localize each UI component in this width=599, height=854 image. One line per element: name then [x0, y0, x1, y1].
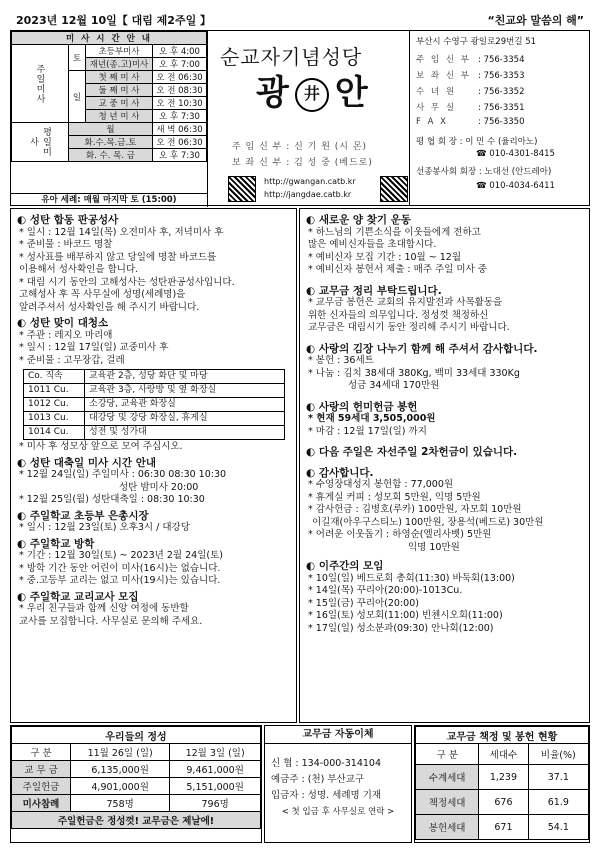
qr-code-icon[interactable]	[228, 176, 256, 202]
section-title: ◐ 성탄 맞이 대청소	[17, 317, 109, 329]
table-row: 구 분 11월 26일 (일) 12월 3일 (일)	[12, 744, 261, 761]
section-title: ◐ 주일학교 교리교사 모집	[17, 590, 139, 603]
mass-title: 미 사 시 간 안 내	[12, 32, 207, 45]
section-title: ◐ 주일학교 방학	[17, 537, 95, 550]
list-item: * 나눔 : 김치 38세대 380Kg, 백미 33세대 330Kg	[308, 367, 520, 379]
list-item: * 어려운 이웃돕기 : 하영순(엘리사벳) 5만원	[308, 529, 492, 540]
parish-logo-area	[208, 31, 408, 206]
contact-row: 주 임 신 부 : 756-3354	[416, 55, 525, 65]
list-item: * 하느님의 기쁜소식을 이웃들에게 전하고	[308, 226, 481, 238]
mass-table	[11, 31, 207, 162]
qr-code-icon[interactable]	[380, 176, 408, 202]
table-row: 교 무 금 6,135,000원 9,461,000원	[12, 761, 261, 778]
list-item: * 현재 59세대 3,505,000원	[308, 413, 436, 424]
address: 부산시 수영구 광일로29번길 51	[416, 37, 537, 47]
volunteer-president: 선종봉사회 회장 : 노대선 (안드레아)	[416, 167, 552, 177]
mass-name: 초등부미사	[86, 45, 153, 58]
mass-time: 오 전 06:30	[152, 71, 206, 84]
tithe-box	[414, 725, 590, 843]
table-row: 봉헌세대 671 54.1	[416, 815, 589, 840]
left-column	[10, 208, 297, 723]
website-link[interactable]: http://gwangan.catb.kr	[264, 177, 356, 186]
parish-name: 광 井 안	[256, 73, 368, 113]
motto: “친교와 말씀의 해”	[487, 14, 584, 27]
mass-schedule	[11, 31, 208, 193]
transfer-title: 교무금 자동이체	[265, 726, 411, 744]
volunteer-president-tel: ☎ 010-4034-6411	[476, 181, 555, 191]
list-item: * 감사헌금 : 김병호(루카) 100만원, 자모회 10만원	[308, 504, 522, 515]
weekday-mass-label: 평일미사	[12, 123, 69, 162]
transfer-line: 신 협 : 134-000-314104	[271, 758, 382, 769]
emblem-icon: 井	[295, 78, 329, 112]
phone-icon: ☎	[476, 181, 490, 191]
list-item: * 수영장대성지 봉헌함 : 77,000원	[308, 479, 454, 490]
parish-subtitle: 순교자기념성당	[220, 45, 363, 69]
transfer-line: 예금주 : (천) 부산교구	[271, 774, 365, 785]
header	[10, 30, 590, 206]
bottom-section	[10, 725, 590, 843]
mass-time: 새 벽 06:30	[152, 123, 206, 136]
list-item: * 마감 : 12월 17일(일) 까지	[308, 425, 427, 437]
section-title: ◐ 주일학교 초등부 은총시장	[17, 509, 149, 522]
list-item: * 교무금 봉헌은 교회의 유지발전과 사목활동을	[308, 297, 503, 308]
mass-name: 화.수.목.금.토	[69, 136, 153, 149]
list-item: * 일시 : 12월 14일(목) 오전미사 후, 저녁미사 후	[19, 226, 224, 238]
list-item: 고해성사 후 꼭 사무실에 성명(세례명)을	[19, 289, 186, 300]
contact-row: 사 무 실 : 756-3351	[416, 103, 525, 113]
section-title: ◐ 다음 주일은 자선주일 2차헌금이 있습니다.	[306, 446, 518, 458]
contact-row: F A X : 756-3350	[416, 117, 525, 127]
list-item: * 15일(금) 꾸리아(20:00)	[308, 597, 419, 609]
mass-time: 오 후 7:30	[152, 149, 206, 162]
list-item: 교무금은 대림시기 동안 정리해 주시기 바랍니다.	[308, 322, 510, 333]
table-row: 1011 Cu. 교육관 3층, 사랑방 및 옆 화장실	[24, 384, 285, 398]
contact-row: 보 좌 신 부 : 756-3353	[416, 71, 525, 81]
list-item: * 휴게실 커피 : 성모회 5만원, 익명 5만원	[308, 491, 481, 503]
list-item: * 대림 시기 동안의 고해성사는 성탄판공성사입니다.	[19, 276, 235, 288]
list-item: 익명 10만원	[408, 541, 460, 553]
top-bar	[10, 8, 590, 28]
list-item: 이용해서 성사확인을 합니다.	[19, 264, 139, 275]
list-item: * 14일(목) 꾸리아(20:00)-1013Cu.	[308, 585, 463, 596]
section-title: ◐ 사랑의 헌미헌금 봉헌	[306, 400, 418, 413]
tithe-table	[415, 726, 589, 840]
list-item: * 우리 친구들과 함께 신앙 여정에 동반할	[19, 603, 189, 614]
list-item: * 12월 25일(월) 성탄대축일 : 08:30 10:30	[19, 494, 205, 505]
section-title: ◐ 이주간의 모임	[306, 560, 384, 572]
mass-time: 오 후 7:30	[152, 110, 206, 123]
mass-name: 교 중 미 사	[86, 97, 153, 110]
list-item: * 16일(토) 성모회(11:00) 빈첸시오회(11:00)	[308, 610, 503, 621]
list-item: * 준비물 : 바코드 명찰	[19, 239, 113, 250]
mass-name: 화. 수. 목. 금	[69, 149, 153, 162]
right-column	[299, 208, 590, 723]
infant-baptism: 유아 세례: 매월 마지막 토 (15:00)	[11, 193, 208, 207]
list-item: * 예비신자 봉헌서 제출 : 매주 주일 미사 중	[308, 264, 487, 275]
list-item: * 성사표를 배부하지 않고 당일에 명찰 바코드를	[19, 251, 217, 263]
sun-label: 일	[69, 71, 86, 123]
list-item: * 준비물 : 고무장갑, 걸레	[19, 354, 125, 366]
sat-label: 토	[69, 45, 86, 71]
mass-name: 청 년 미 사	[86, 110, 153, 123]
mass-name: 월	[69, 123, 153, 136]
finance-note: 주일헌금은 정성껏! 교무금은 제날에!	[12, 812, 261, 829]
list-item: * 일시 : 12월 17일(일) 교중미사 후	[19, 342, 169, 353]
list-item: * 10일(일) 베드로회 총회(11:30) 바둑회(13:00)	[308, 572, 515, 584]
table-row: 수계세대 1,239 37.1	[416, 765, 589, 790]
table-row: 책정세대 676 61.9	[416, 790, 589, 815]
website-link[interactable]: http://jangdae.catb.kr	[264, 190, 352, 199]
transfer-note: < 첫 입금 후 사무실로 연락 >	[281, 807, 395, 817]
section-title: ◐ 교무금 정리 부탁드립니다.	[306, 284, 442, 297]
sunday-mass-label: 주일미사	[12, 45, 69, 123]
list-item: * 일시 : 12월 23일(토) 오후3시 / 대강당	[19, 522, 190, 533]
finance-box	[10, 725, 262, 843]
list-item: * 주관 : 레지오 마리애	[19, 329, 113, 341]
table-row: 1014 Cu. 성전 및 성가대	[24, 426, 285, 440]
table-row: 미사참례 758명 796명	[12, 795, 261, 812]
transfer-line: 입금자 : 성명. 세례명 기재	[271, 790, 382, 801]
list-item: * 예비신자 모집 기간 : 10월 ~ 12월	[308, 251, 461, 263]
list-item: * 17일(일) 성소분과(09:30) 안나회(12:00)	[308, 622, 494, 634]
section-title: ◐ 성탄 대축일 미사 시간 안내	[17, 456, 157, 469]
list-item: 많은 예비신자들을 초대합시다.	[308, 239, 437, 250]
finance-table	[11, 726, 261, 829]
list-item: * 중.고등부 교리는 없고 미사(19시)는 있습니다.	[19, 575, 221, 586]
mass-name: 재년(종.고)미사	[86, 58, 153, 71]
section-title: ◐ 감사합니다.	[306, 466, 374, 479]
cleaning-table	[23, 369, 285, 440]
section-title: ◐ 성탄 합동 판공성사	[17, 214, 119, 226]
finance-title: 우리들의 정성	[12, 727, 261, 744]
mass-time: 오 후 7:00	[152, 58, 206, 71]
list-item: * 미사 후 성모상 앞으로 모여 주십시오.	[19, 441, 183, 452]
table-row: 1013 Cu. 대강당 및 강당 화장실, 휴게실	[24, 412, 285, 426]
pastor: 주 임 신 부 : 신 기 원 (시 몬)	[232, 142, 368, 152]
list-item: * 기간 : 12월 30일(토) ~ 2023년 2월 24일(토)	[19, 550, 223, 561]
mass-name: 둘 째 미 사	[86, 84, 153, 97]
mass-time: 오 후 4:00	[152, 45, 206, 58]
issue-date: 2023년 12월 10일【 대림 제2주일 】	[16, 14, 212, 27]
list-item: * 12월 24일(일) 주일미사 : 06:30 08:30 10:30	[19, 469, 227, 480]
list-item: 성탄 밤미사 20:00	[119, 481, 199, 493]
mass-name: 첫 째 미 사	[86, 71, 153, 84]
list-item: * 방학 기간 동안 어린이 미사(16시)는 없습니다.	[19, 562, 221, 574]
auto-transfer-box	[264, 725, 412, 843]
list-item: 알려주셔서 성사확인을 해 주시기 바랍니다.	[19, 301, 200, 313]
tithe-title: 교무금 책정 및 봉헌 현황	[416, 727, 589, 744]
table-row: Co. 직속 교육관 2층, 성당 화단 및 마당	[24, 370, 285, 384]
mass-time: 오 전 06:30	[152, 136, 206, 149]
contacts	[409, 31, 591, 206]
mass-time: 오 전 08:30	[152, 84, 206, 97]
table-row: 1012 Cu. 소강당, 교육관 화장실	[24, 398, 285, 412]
list-item: 교사를 모집합니다. 사무실로 문의해 주세요.	[19, 615, 203, 627]
section-title: ◐ 사랑의 김장 나누기 함께 해 주셔서 감사합니다.	[306, 342, 538, 355]
list-item: 성금 34세대 170만원	[348, 380, 440, 391]
council-president-tel: ☎ 010-4301-8415	[476, 149, 555, 159]
list-item: 위한 신자들의 의무입니다. 정성껏 책정하신	[308, 309, 489, 321]
table-row: 구 분 세대수 비율(%)	[416, 744, 589, 765]
council-president: 평 협 회 장 : 이 민 수 (율리아노)	[416, 137, 538, 147]
section-title: ◐ 새로운 양 찾기 운동	[306, 214, 411, 226]
contact-row: 수 녀 원 : 756-3352	[416, 87, 525, 97]
phone-icon: ☎	[476, 149, 490, 159]
assistant-priest: 보 좌 신 부 : 김 성 중 (베드로)	[232, 158, 373, 168]
list-item: 이길재(아우구스티노) 100만원, 장용석(베드로) 30만원	[312, 516, 544, 528]
list-item: * 봉헌 : 36세트	[308, 355, 374, 366]
table-row: 주일헌금 4,901,000원 5,151,000원	[12, 778, 261, 795]
mass-time: 오 전 10:30	[152, 97, 206, 110]
